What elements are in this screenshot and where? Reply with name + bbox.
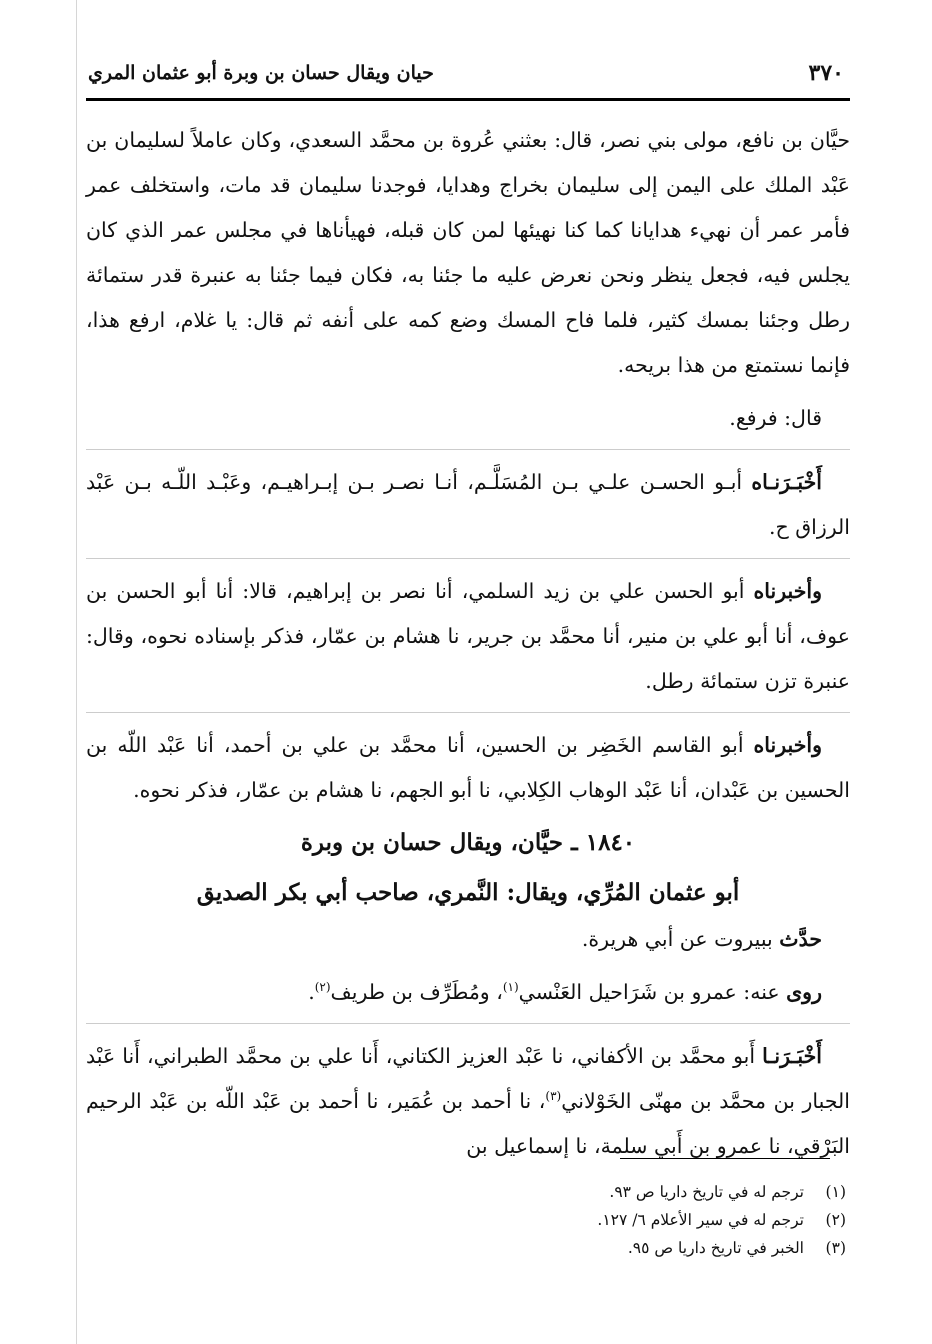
paragraph-separator [86,558,850,559]
paragraph-isnad-4 [86,1034,850,1169]
paragraph-short [86,396,850,441]
entry-line-narrators [86,970,850,1015]
paragraph-isnad-1 [86,460,850,550]
header-rule [86,98,850,101]
footnote-marker[interactable]: (٢) [314,980,331,995]
page-number: ٣٧٠ [808,60,844,86]
entry-text: ببيروت عن أبي هريرة. [581,927,780,951]
paragraph-text: قال: فرفع. [729,406,822,430]
footnote-marker[interactable]: (٣) [545,1089,562,1104]
footnote-text: ترجم له في تاريخ داريا ص ٩٣. [609,1183,804,1201]
entry-text: . [308,980,315,1004]
paragraph-text: ، نا أحمد بن عُمَير، نا أحمد بن عَبْد اللّه بن عَبْد الرحيم البَرْقي، نا عمرو بن أَبي سلمة، نا إسماعيل بن [86,1089,850,1158]
paragraph-narration [86,118,850,388]
footnote-text: ترجم له في سير الأعلام ٦/ ١٢٧. [597,1211,804,1229]
footnote-item [346,1178,846,1206]
main-text [86,118,850,1177]
isnad-keyword: وأخبرناه [753,733,822,757]
paragraph-separator [86,1023,850,1024]
footnotes [346,1178,846,1262]
entry-text: عنه: عمرو بن شَرَاحيل العَنْسي [518,980,787,1004]
paragraph-separator [86,449,850,450]
entry-line-hadith [86,917,850,962]
paragraph-isnad-3 [86,723,850,813]
entry-text: ، ومُطَرِّف بن طريف [330,980,503,1004]
paragraph-text: أبـو الحسـن علـي بـن المُسَلَّـم، أنـا نصـر بـن إبـراهيـم، وعَبْـد اللّـه بـن عَبْد الرزاق ح. [86,470,850,539]
entry-keyword: حدَّث [779,927,822,951]
footnote-rule [620,1158,830,1159]
footnote-item [346,1206,846,1234]
footnote-text: الخبر في تاريخ داريا ص ٩٥. [627,1239,804,1257]
entry-heading-line-2: أبو عثمان المُرِّي، ويقال: النَّمري، صاحب أبي بكر الصديق [196,879,740,906]
entry-keyword: روى [786,980,822,1004]
page-edge-line [76,0,77,1344]
isnad-keyword: أَخْبَـرَنـاه [751,470,822,494]
paragraph-text: أَبو محمَّد بن الأكفاني، نا عَبْد العزيز الكتاني، أَنا علي بن محمَّد الطبراني، أَنا عَبْد الجبار بن محمَّد بن مهنّى الخَوْلاني [86,1044,850,1113]
footnote-number: (٢) [825,1211,846,1229]
footnote-marker[interactable]: (١) [502,980,519,995]
paragraph-isnad-2 [86,569,850,704]
running-title: حيان ويقال حسان بن وبرة أبو عثمان المري [88,62,434,84]
entry-heading-line-1: ١٨٤٠ ـ حيَّان، ويقال حسان بن وبرة [300,829,636,856]
footnote-number: (١) [825,1183,846,1201]
paragraph-text: حيَّان بن نافع، مولى بني نصر، قال: بعثني عُروة بن محمَّد السعدي، وكان عاملاً لسليمان بن عَبْد الملك على اليمن إلى سليمان بخراج وهدايا، فوجدنا سليمان قد مات، واستخلف عمر فأمر عمر أن نهيء هدايانا كما كنا نهيئها لمن كان قبله، فهيأناها في مجلس عمر الذي كان يجلس فيه، فجعل ينظر ونحن نعرض عليه ما جئنا به، فكان فيما جئنا به عنبرة قدر ستمائة رطل وجئنا بمسك كثير، فلما فاح المسك وضع كمه على أنفه ثم قال: يا غلام، ارفع هذا، فإنما نستمتع من هذا بريحه. [86,128,850,377]
isnad-keyword: أَخْبَـرَنـا [762,1044,822,1068]
paragraph-text: أبو القاسم الخَضِر بن الحسين، أنا محمَّد بن علي بن أحمد، أنا عَبْد اللّه بن الحسين بن عَبْدان، أنا عَبْد الوهاب الكِلابي، نا أبو الجهم، نا هشام بن عمّار، فذكر نحوه. [86,733,850,802]
page-header [84,52,852,94]
isnad-keyword: وأخبرناه [753,579,822,603]
footnote-number: (٣) [825,1239,846,1257]
paragraph-text: أبو الحسن علي بن زيد السلمي، أنا نصر بن إبراهيم، قالا: أنا أبو الحسن بن عوف، أنا أبو علي بن منير، أنا محمَّد بن جرير، نا هشام بن عمّار، فذكر بإسناده نحوه، وقال: عنبرة تزن ستمائة رطل. [86,579,850,693]
paragraph-separator [86,712,850,713]
footnote-item [346,1234,846,1262]
